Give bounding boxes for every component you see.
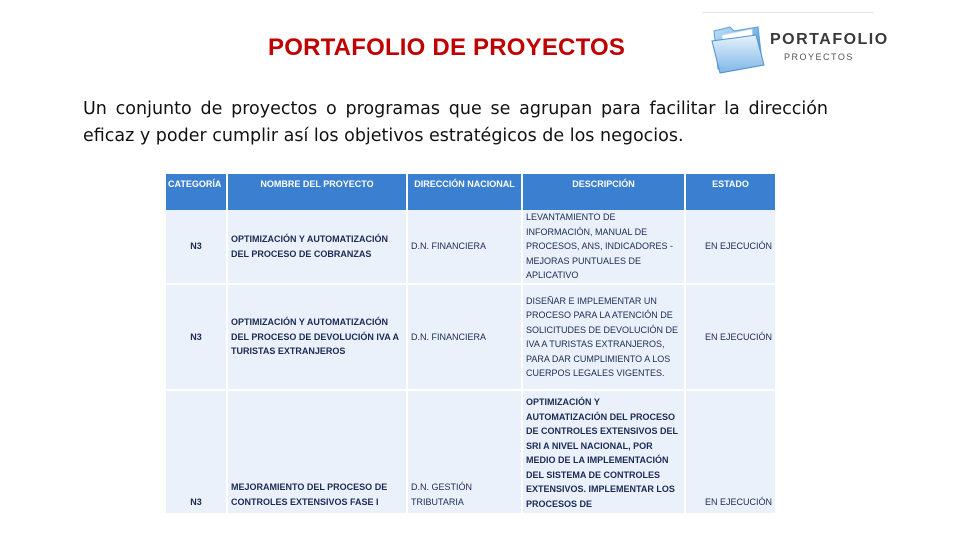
category-cell: N3 [166,390,227,514]
status-cell: EN EJECUCIÓN [685,284,776,390]
column-header-project-name: NOMBRE DEL PROYECTO [227,174,407,210]
projects-table [166,174,777,515]
column-header-category: CATEGORÍA [166,174,227,210]
category-cell: N3 [166,210,227,284]
department-cell: D.N. FINANCIERA [407,210,522,284]
portafolio-logo [702,12,889,77]
project-name-cell: OPTIMIZACIÓN Y AUTOMATIZACIÓN DEL PROCESO DE DEVOLUCIÓN IVA A TURISTAS EXTRANJEROS [227,284,407,390]
column-header-description: DESCRIPCIÓN [522,174,685,210]
column-header-status: ESTADO [685,174,776,210]
table-row [166,284,776,390]
table-header-row [166,174,776,210]
folder-icon [708,17,768,75]
category-cell: N3 [166,284,227,390]
description-cell: LEVANTAMIENTO DE INFORMACIÓN, MANUAL DE PROCESOS, ANS, INDICADORES - MEJORAS PUNTUALES DE APLICATIVO [522,210,685,284]
description-cell: DISEÑAR E IMPLEMENTAR UN PROCESO PARA LA ATENCIÓN DE SOLICITUDES DE DEVOLUCIÓN DE IVA A TURISTAS EXTRANJEROS, PARA DAR CUMPLIMIENTO A LOS CUERPOS LEGALES VIGENTES. [522,284,685,390]
logo-subtitle: PROYECTOS [784,52,854,62]
description-cell: OPTIMIZACIÓN Y AUTOMATIZACIÓN DEL PROCESO DE CONTROLES EXTENSIVOS DEL SRI A NIVEL NACIONAL, POR MEDIO DE LA IMPLEMENTACIÓN DEL SISTEMA DE CONTROLES EXTENSIVOS. IMPLEMENTAR LOS PROCESOS DE [522,390,685,514]
status-cell: EN EJECUCIÓN [685,210,776,284]
status-cell: EN EJECUCIÓN [685,390,776,514]
column-header-department: DIRECCIÓN NACIONAL [407,174,522,210]
department-cell: D.N. GESTIÓN TRIBUTARIA [407,390,522,514]
intro-paragraph: Un conjunto de proyectos o programas que se agrupan para facilitar la dirección eficaz y poder cumplir así los objetivos estratégicos de los negocios. [83,99,828,146]
table-row [166,210,776,284]
project-name-cell: MEJORAMIENTO DEL PROCESO DE CONTROLES EXTENSIVOS FASE I [227,390,407,514]
page-title: PORTAFOLIO DE PROYECTOS [268,34,626,61]
project-name-cell: OPTIMIZACIÓN Y AUTOMATIZACIÓN DEL PROCESO DE COBRANZAS [227,210,407,284]
department-cell: D.N. FINANCIERA [407,284,522,390]
table-row [166,390,776,514]
logo-wordmark: PORTAFOLIO [770,31,889,48]
